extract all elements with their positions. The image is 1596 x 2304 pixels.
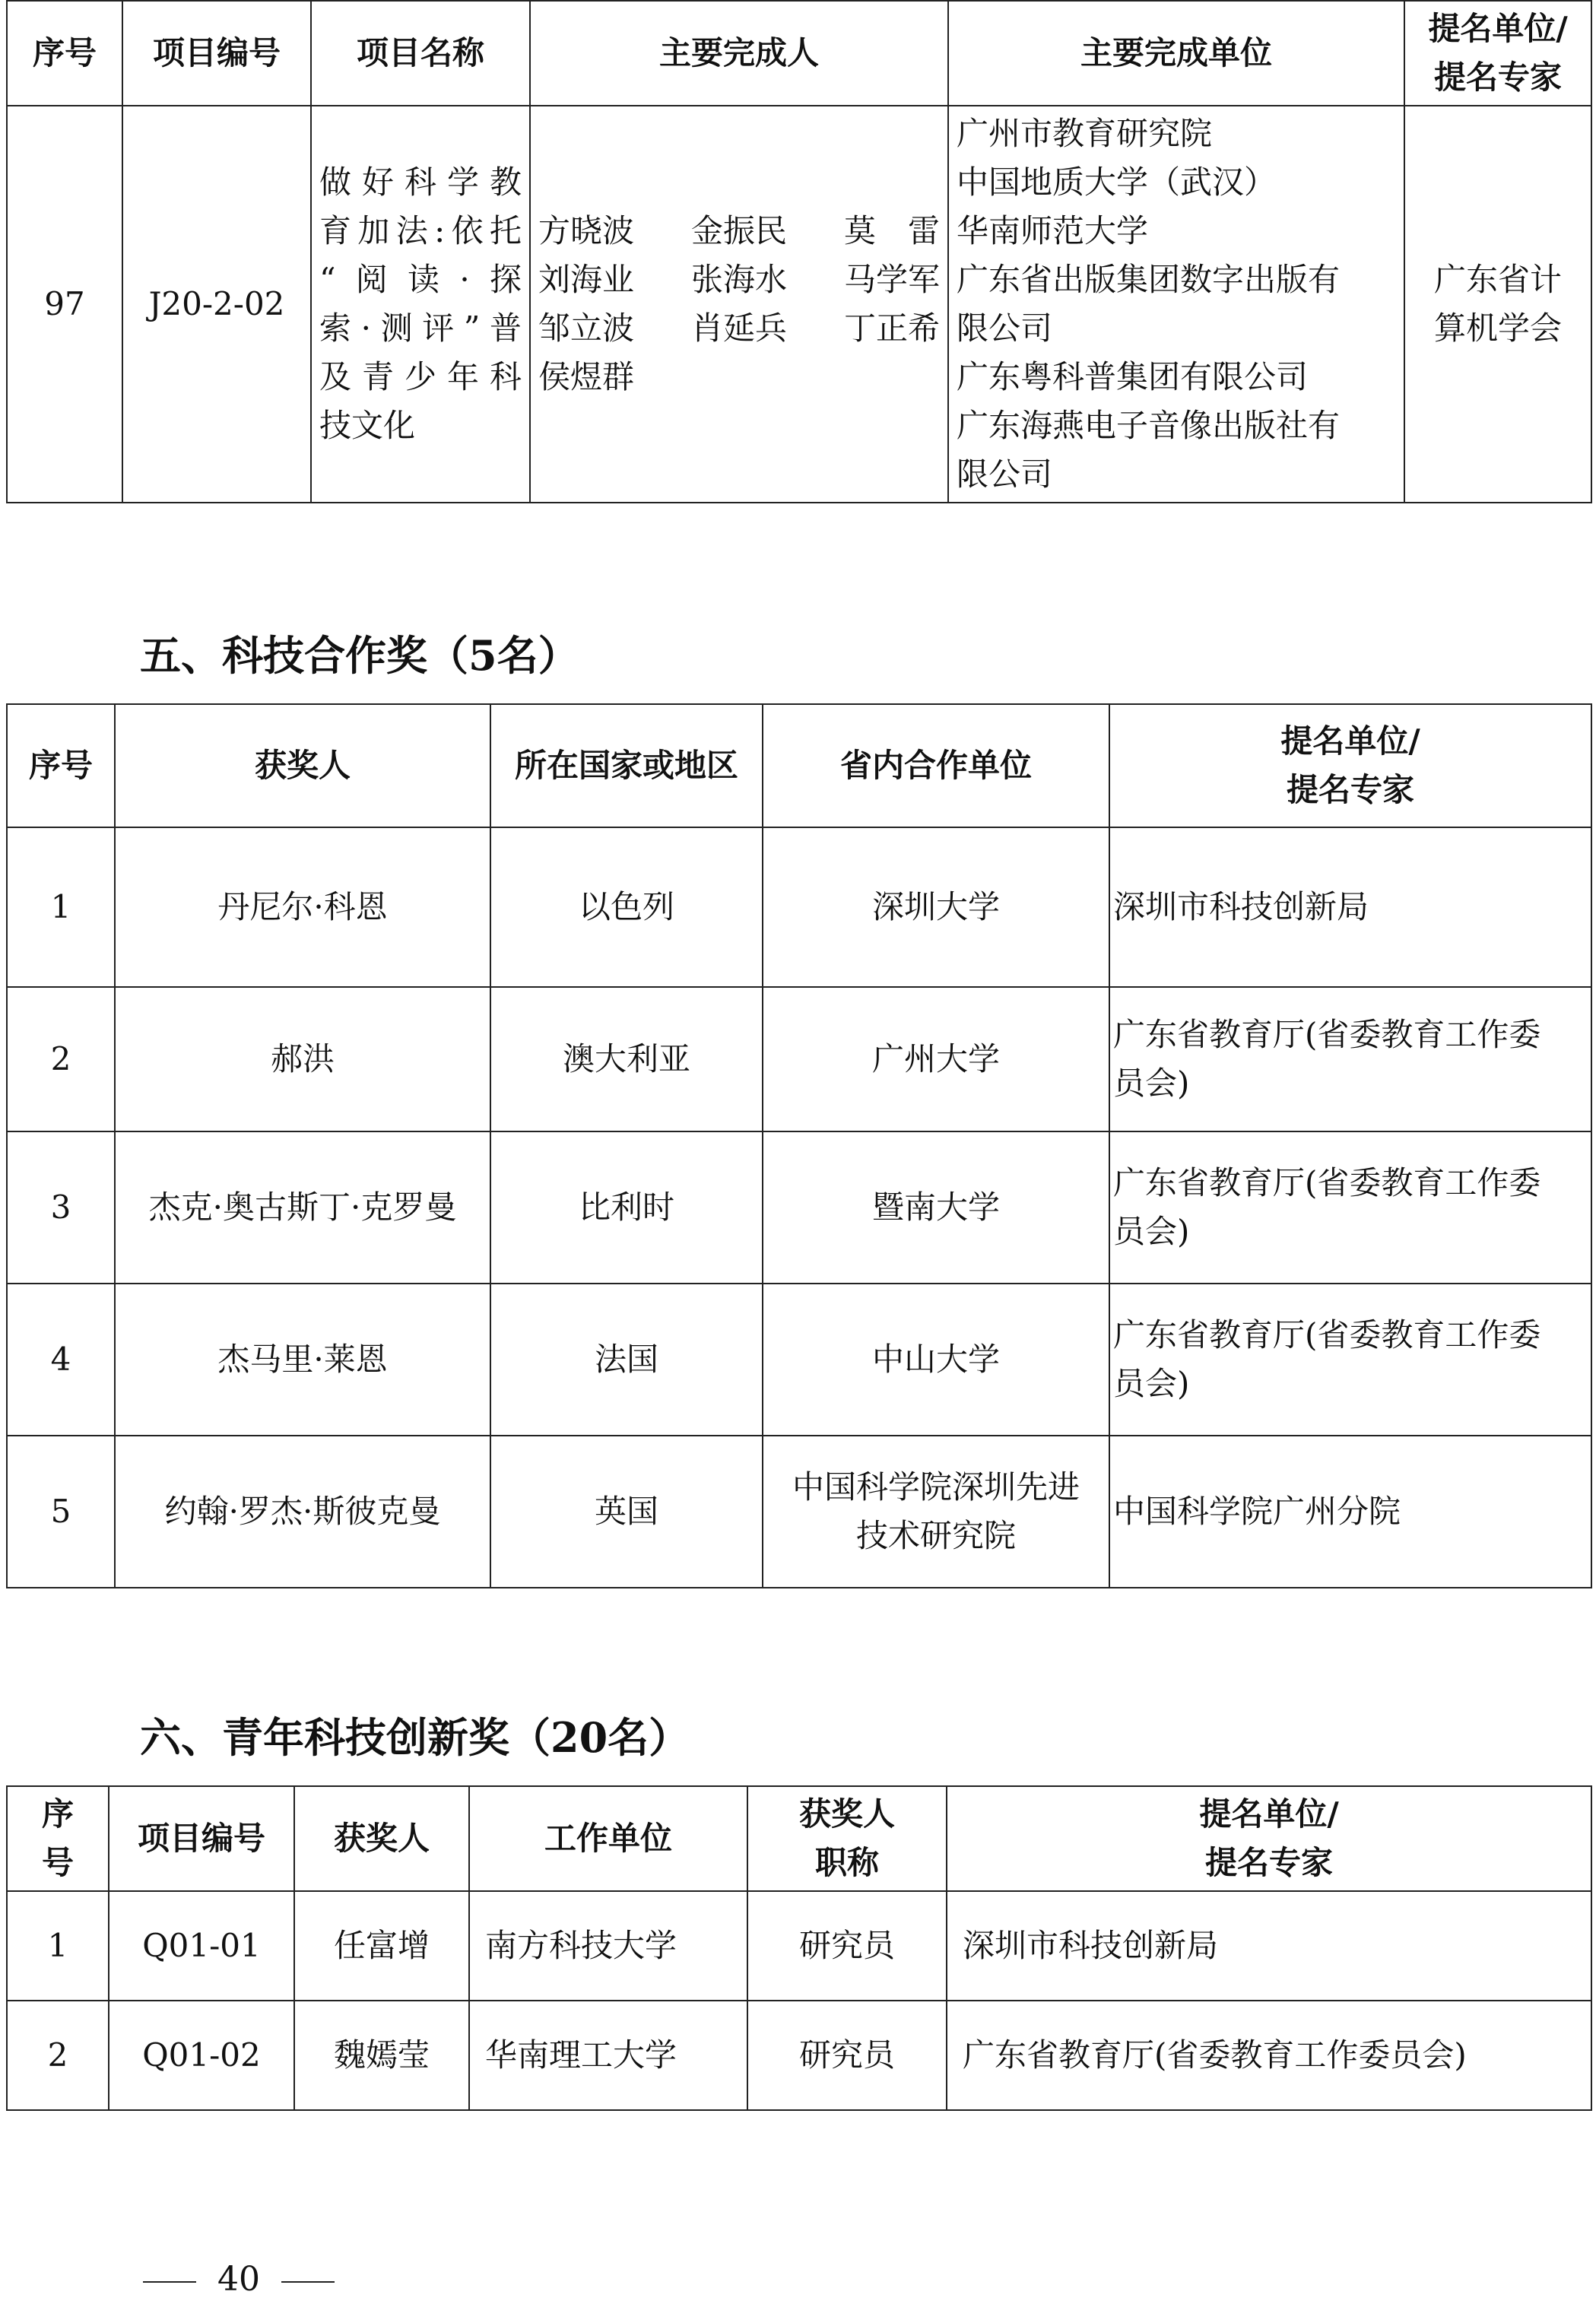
- section6-title: 六、青年科技创新奖（20名）: [140, 1713, 690, 1762]
- header-name: 项目名称: [311, 1, 530, 106]
- table-row: 2 郝洪 澳大利亚 广州大学 广东省教育厅(省委教育工作委 员会): [7, 987, 1591, 1131]
- header-title: 获奖人 职称: [747, 1786, 947, 1891]
- cell-nominator: 广东省计 算机学会: [1404, 106, 1591, 503]
- header-people: 主要完成人: [530, 1, 948, 106]
- table-row: 5 约翰·罗杰·斯彼克曼 英国 中国科学院深圳先进 技术研究院 中国科学院广州分院: [7, 1436, 1591, 1588]
- cell-units: 广州市教育研究院 中国地质大学（武汉） 华南师范大学 广东省出版集团数字出版有 限公司 广东粤科普集团有限公司 广东海燕电子音像出版社有 限公司: [948, 106, 1404, 503]
- people-grid: 方晓波 金振民 莫 雷 刘海业 张海水 马学军 邹立波 肖延兵 丁正希 侯煜群: [538, 212, 940, 395]
- header-units: 主要完成单位: [948, 1, 1404, 106]
- table-row: 3 杰克·奥古斯丁·克罗曼 比利时 暨南大学 广东省教育厅(省委教育工作委 员会): [7, 1131, 1591, 1284]
- header-workplace: 工作单位: [469, 1786, 747, 1891]
- cooperation-award-table: [6, 703, 1592, 1588]
- page-number-dash-right: [281, 2281, 335, 2283]
- youth-award-table: [6, 1785, 1592, 2111]
- header-nominator: [1404, 1, 1591, 106]
- header-awardee: 获奖人: [115, 704, 490, 827]
- project-table: [6, 0, 1592, 503]
- header-no: 序号: [7, 704, 115, 827]
- table-row: 1 丹尼尔·科恩 以色列 深圳大学 深圳市科技创新局: [7, 827, 1591, 987]
- header-no: 序 号: [7, 1786, 109, 1891]
- cell-code: J20-2-02: [122, 106, 311, 503]
- section5-title: 五、科技合作奖（5名）: [140, 631, 579, 680]
- table-row: 1 Q01-01 任富增 南方科技大学 研究员 深圳市科技创新局: [7, 1891, 1591, 2001]
- table-row: 4 杰马里·莱恩 法国 中山大学 广东省教育厅(省委教育工作委 员会): [7, 1284, 1591, 1436]
- header-country: 所在国家或地区: [490, 704, 763, 827]
- header-nominator-line2: 提名专家: [1433, 59, 1562, 96]
- cell-people: [530, 106, 948, 503]
- table-header-row: [7, 1, 1591, 106]
- header-nominator-line1: 提名单位/: [1428, 10, 1568, 47]
- header-nominator: 提名单位/ 提名专家: [947, 1786, 1591, 1891]
- header-no: 序号: [7, 1, 122, 106]
- table-header-row: [7, 704, 1591, 827]
- header-code: 项目编号: [122, 1, 311, 106]
- cell-no: 97: [7, 106, 122, 503]
- table-row: 2 Q01-02 魏嫣莹 华南理工大学 研究员 广东省教育厅(省委教育工作委员会): [7, 2001, 1591, 2110]
- table-row: [7, 106, 1591, 503]
- page-number-dash-left: [143, 2281, 196, 2283]
- page-number: 40: [122, 2260, 356, 2299]
- header-code: 项目编号: [109, 1786, 294, 1891]
- header-awardee: 获奖人: [294, 1786, 469, 1891]
- table-header-row: [7, 1786, 1591, 1891]
- cell-project-name: 做好科学教 育加法:依托 “阅读·探 索·测评”普 及青少年科 技文化: [311, 106, 530, 503]
- header-nominator: 提名单位/ 提名专家: [1109, 704, 1591, 827]
- header-partner: 省内合作单位: [763, 704, 1109, 827]
